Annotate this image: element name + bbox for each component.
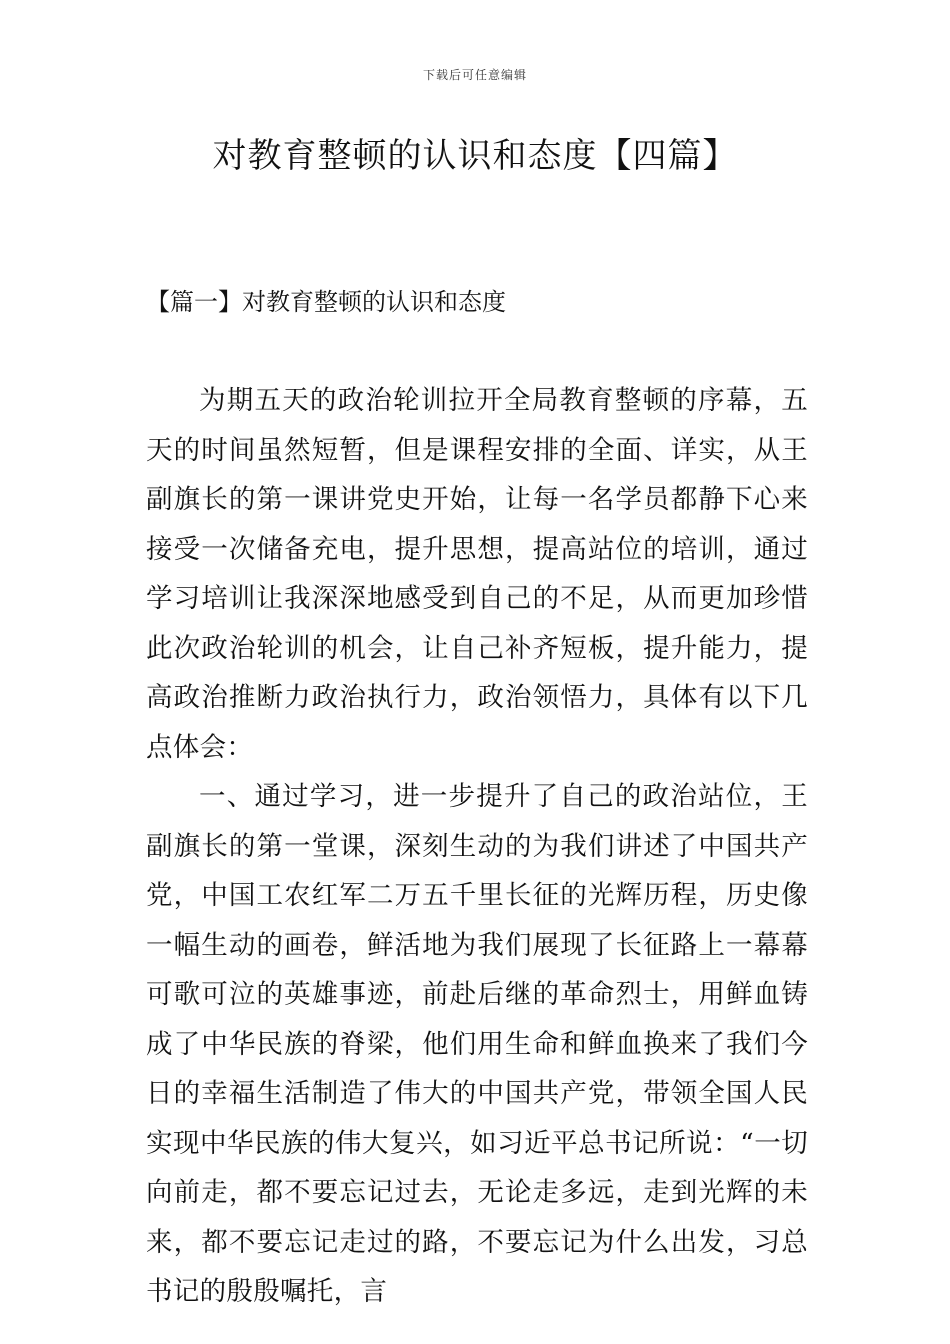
body-text [146,376,808,1317]
section-heading: 【篇一】对教育整顿的认识和态度 [146,288,506,316]
document-title: 对教育整顿的认识和态度【四篇】 [212,136,738,176]
paragraph: 一、通过学习，进一步提升了自己的政治站位，王副旗长的第一堂课，深刻生动的为我们讲述了中国共产党，中国工农红军二万五千里长征的光辉历程，历史像一幅生动的画卷，鲜活地为我们展现了长征路上一幕幕可歌可泣的英雄事迹，前赴后继的革命烈士，用鲜血铸成了中华民族的脊梁，他们用生命和鲜血换来了我们今日的幸福生活制造了伟大的中国共产党，带领全国人民实现中华民族的伟大复兴，如习近平总书记所说：“一切向前走，都不要忘记过去，无论走多远，走到光辉的未来，都不要忘记走过的路，不要忘记为什么出发，习总书记的殷殷嘱托，言 [146,781,809,1307]
paragraph: 为期五天的政治轮训拉开全局教育整顿的序幕，五天的时间虽然短暂，但是课程安排的全面、详实，从王副旗长的第一课讲党史开始，让每一名学员都静下心来接受一次储备充电，提升思想，提高站位的培训，通过学习培训让我深深地感受到自己的不足，从而更加珍惜此次政治轮训的机会，让自己补齐短板，提升能力，提高政治推断力政治执行力，政治领悟力，具体有以下几点体会： [146,385,808,763]
header-note: 下载后可任意编辑 [422,68,527,82]
